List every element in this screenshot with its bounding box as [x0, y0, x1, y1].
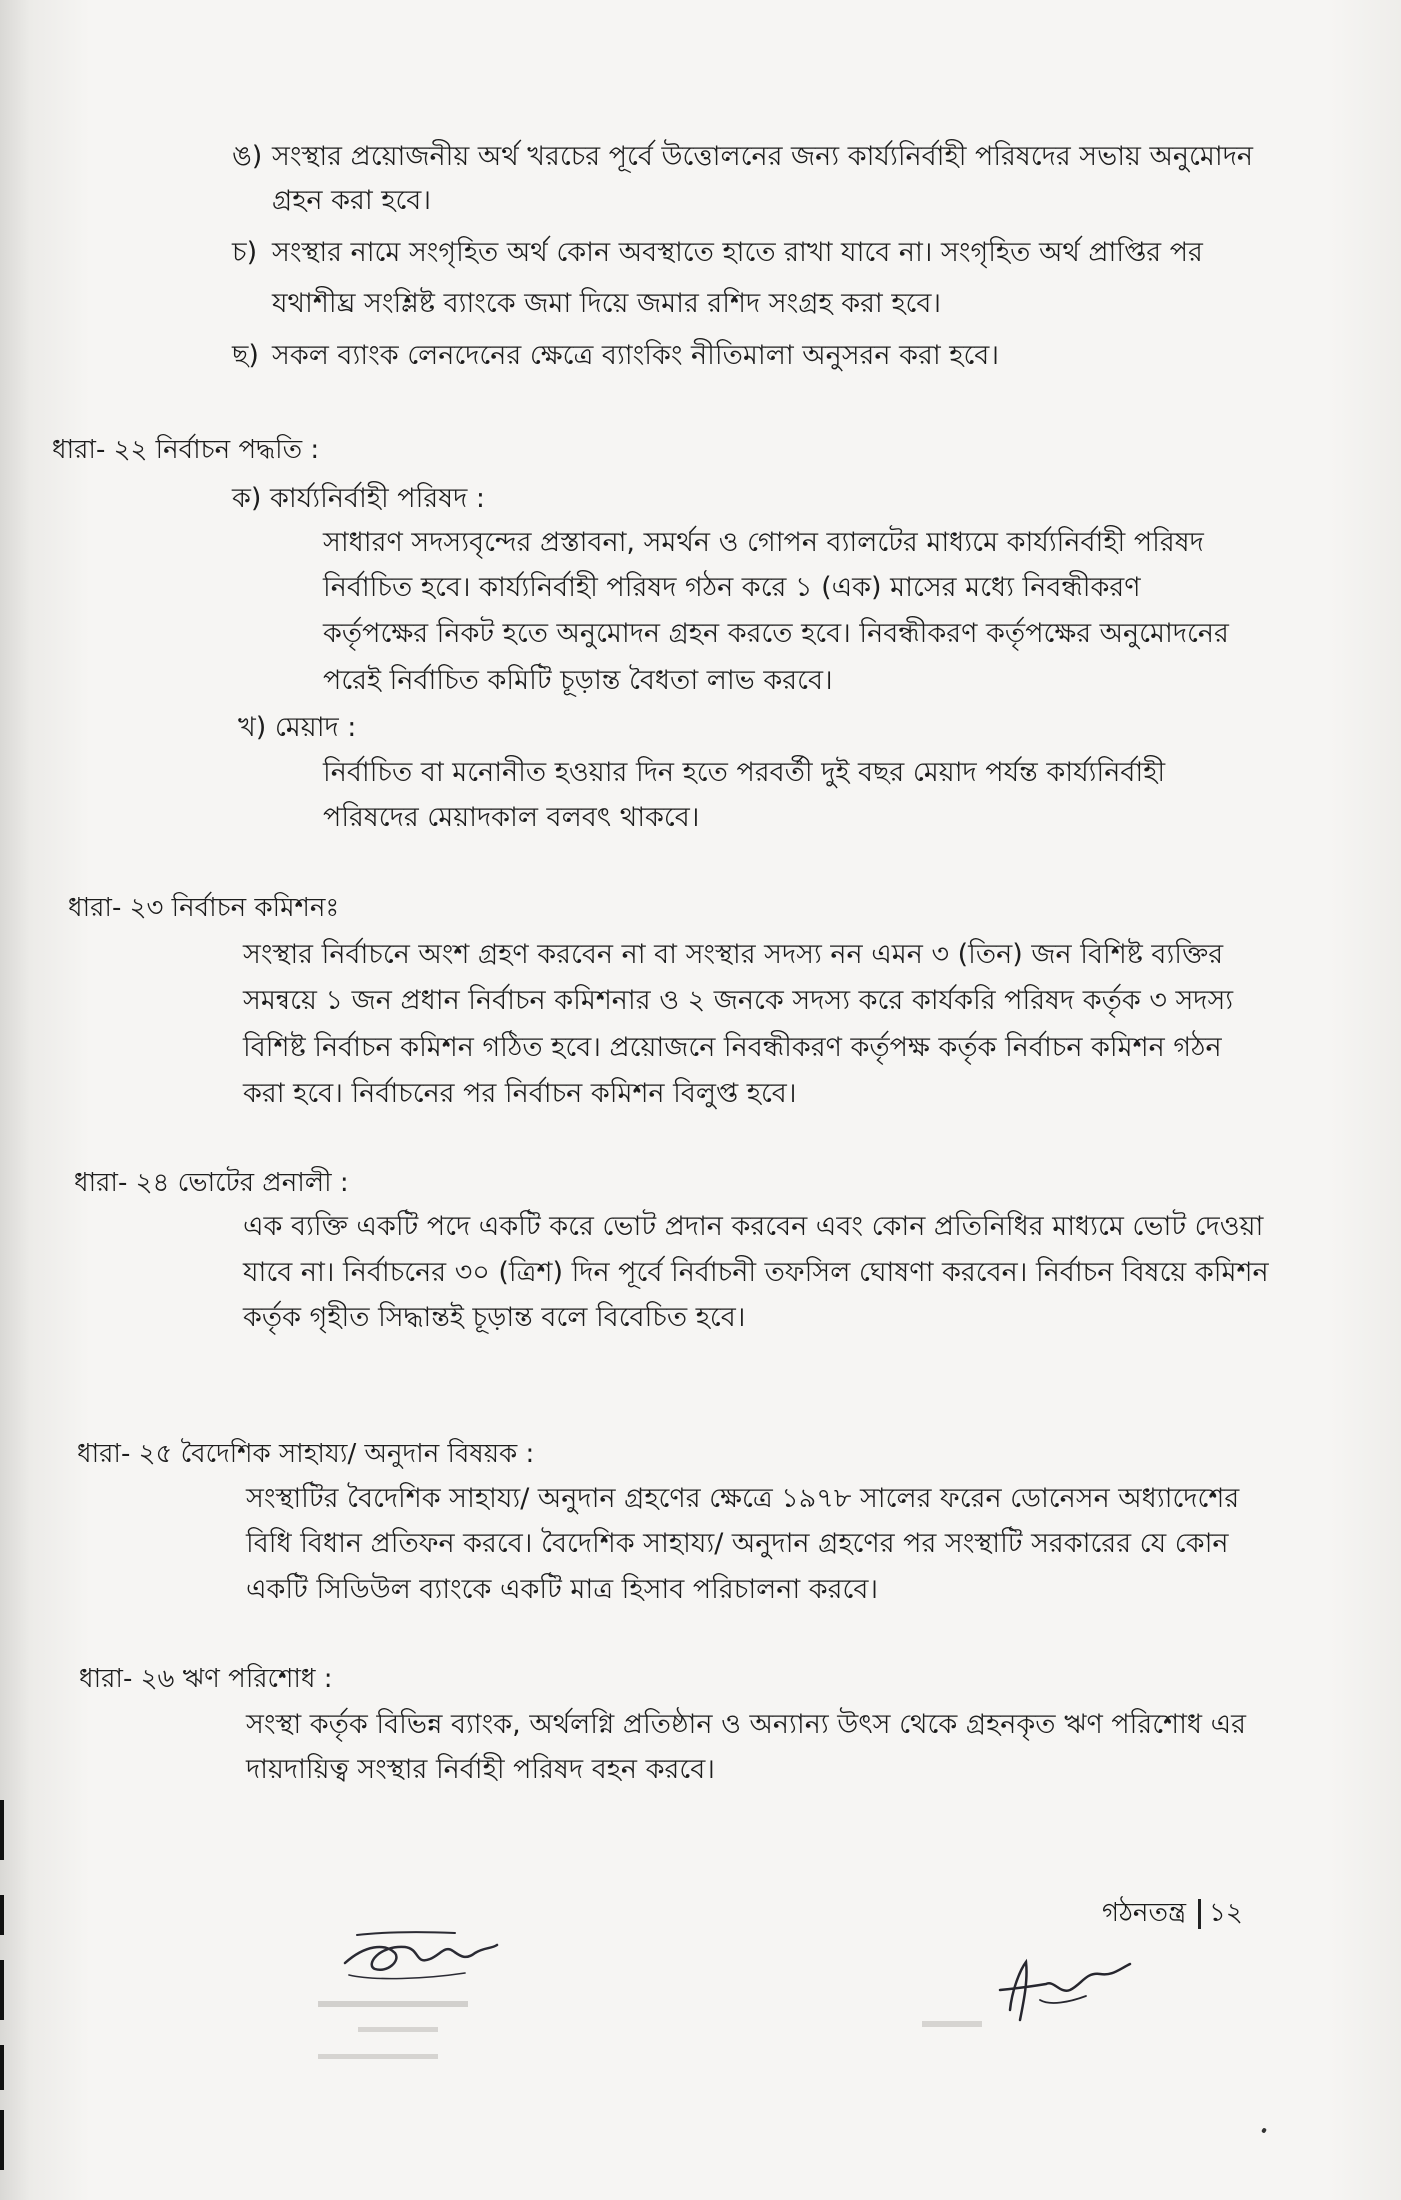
paragraph-line: এক ব্যক্তি একটি পদে একটি করে ভোট প্রদান করবেন এবং কোন প্রতিনিধির মাধ্যমে ভোট দেওয়া [243, 1211, 1264, 1242]
paragraph-line: কর্তৃক গৃহীত সিদ্ধান্তই চূড়ান্ত বলে বিবেচিত হবে। [243, 1302, 746, 1333]
section-heading: ধারা- ২২ নির্বাচন পদ্ধতি : [52, 435, 320, 465]
paragraph-line: পরিষদের মেয়াদকাল বলবৎ থাকবে। [323, 802, 700, 833]
binding-mark [0, 1800, 4, 1860]
item-line: সংস্থার নামে সংগৃহিত অর্থ কোন অবস্থাতে হাতে রাখা যাবে না। সংগৃহিত অর্থ প্রাপ্তির পর [272, 237, 1203, 268]
binding-mark [0, 1960, 4, 2020]
paragraph-line: বিধি বিধান প্রতিফন করবে। বৈদেশিক সাহায্য/ অনুদান গ্রহণের পর সংস্থাটি সরকারের যে কোন [246, 1528, 1229, 1559]
paragraph-line: সংস্থার নির্বাচনে অংশ গ্রহণ করবেন না বা সংস্থার সদস্য নন এমন ৩ (তিন) জন বিশিষ্ট ব্যক্তির [243, 939, 1224, 970]
section-heading: ধারা- ২৬ ঋণ পরিশোধ : [79, 1664, 333, 1694]
section-heading: ধারা- ২৫ বৈদেশিক সাহায্য/ অনুদান বিষয়ক : [77, 1439, 535, 1469]
section-heading: ধারা- ২৩ নির্বাচন কমিশনঃ [68, 893, 340, 923]
item-marker: ছ) [232, 340, 259, 371]
document-name: গঠনতন্ত্র [1102, 1898, 1187, 1928]
item-marker: চ) [232, 237, 258, 268]
paragraph-line: সমন্বয়ে ১ জন প্রধান নির্বাচন কমিশনার ও ২ জনকে সদস্য করে কার্যকরি পরিষদ কর্তৃক ৩ সদস্য [243, 985, 1234, 1016]
paragraph-line: একটি সিডিউল ব্যাংকে একটি মাত্র হিসাব পরিচালনা করবে। [246, 1574, 879, 1605]
page-footer [1102, 1892, 1243, 1936]
faded-stamp [318, 1983, 468, 2059]
paragraph-line: সাধারণ সদস্যবৃন্দের প্রস্তাবনা, সমর্থন ও গোপন ব্যালটের মাধ্যমে কার্য্যনির্বাহী পরিষদ [323, 527, 1204, 558]
paragraph-line: পরেই নির্বাচিত কমিটি চূড়ান্ত বৈধতা লাভ করবে। [323, 665, 833, 696]
page-number: ১২ [1209, 1898, 1243, 1928]
paragraph-line: নির্বাচিত হবে। কার্য্যনির্বাহী পরিষদ গঠন করে ১ (এক) মাসের মধ্যে নিবন্ধীকরণ [323, 572, 1141, 603]
item-line: সংস্থার প্রয়োজনীয় অর্থ খরচের পূর্বে উত্তোলনের জন্য কার্য্যনির্বাহী পরিষদের সভায় অনুমোদন [272, 141, 1254, 172]
footer-separator [1198, 1899, 1201, 1929]
paragraph-line: করা হবে। নির্বাচনের পর নির্বাচন কমিশন বিলুপ্ত হবে। [243, 1078, 797, 1109]
item-line: যথাশীঘ্র সংশ্লিষ্ট ব্যাংকে জমা দিয়ে জমার রশিদ সংগ্রহ করা হবে। [272, 288, 942, 319]
binding-mark [0, 2110, 4, 2170]
section-heading: ধারা- ২৪ ভোটের প্রনালী : [74, 1168, 349, 1198]
paragraph-line: দায়দায়িত্ব সংস্থার নির্বাহী পরিষদ বহন করবে। [246, 1754, 715, 1785]
item-line: সকল ব্যাংক লেনদেনের ক্ষেত্রে ব্যাংকিং নীতিমালা অনুসরন করা হবে। [272, 340, 999, 371]
paragraph-line: নির্বাচিত বা মনোনীত হওয়ার দিন হতে পরবর্তী দুই বছর মেয়াদ পর্যন্ত কার্য্যনির্বাহী [323, 757, 1166, 788]
item-line: গ্রহন করা হবে। [272, 185, 431, 216]
paragraph-line: বিশিষ্ট নির্বাচন কমিশন গঠিত হবে। প্রয়োজনে নিবন্ধীকরণ কর্তৃপক্ষ কর্তৃক নির্বাচন কমিশন গঠন [243, 1032, 1222, 1063]
binding-mark [0, 1895, 4, 1935]
faded-stamp [922, 2013, 982, 2027]
paragraph-line: যাবে না। নির্বাচনের ৩০ (ত্রিশ) দিন পূর্বে নির্বাচনী তফসিল ঘোষণা করবেন। নির্বাচন বিষয়ে কমিশন [243, 1257, 1269, 1288]
binding-mark [0, 2045, 4, 2090]
paragraph-line: সংস্থাটির বৈদেশিক সাহায্য/ অনুদান গ্রহণের ক্ষেত্রে ১৯৭৮ সালের ফরেন ডোনেসন অধ্যাদেশের [246, 1483, 1240, 1514]
paragraph-line: কর্তৃপক্ষের নিকট হতে অনুমোদন গ্রহন করতে হবে। নিবন্ধীকরণ কর্তৃপক্ষের অনুমোদনের [323, 618, 1229, 649]
subsection-heading: খ) মেয়াদ : [238, 712, 357, 743]
item-marker: ঙ) [232, 141, 263, 172]
paragraph-line: সংস্থা কর্তৃক বিভিন্ন ব্যাংক, অর্থলগ্নি প্রতিষ্ঠান ও অন্যান্য উৎস থেকে গ্রহনকৃত ঋণ পরিশোধ এর [246, 1709, 1247, 1740]
subsection-heading: ক) কার্য্যনির্বাহী পরিষদ : [232, 483, 485, 514]
signature-right [990, 1950, 1140, 2030]
